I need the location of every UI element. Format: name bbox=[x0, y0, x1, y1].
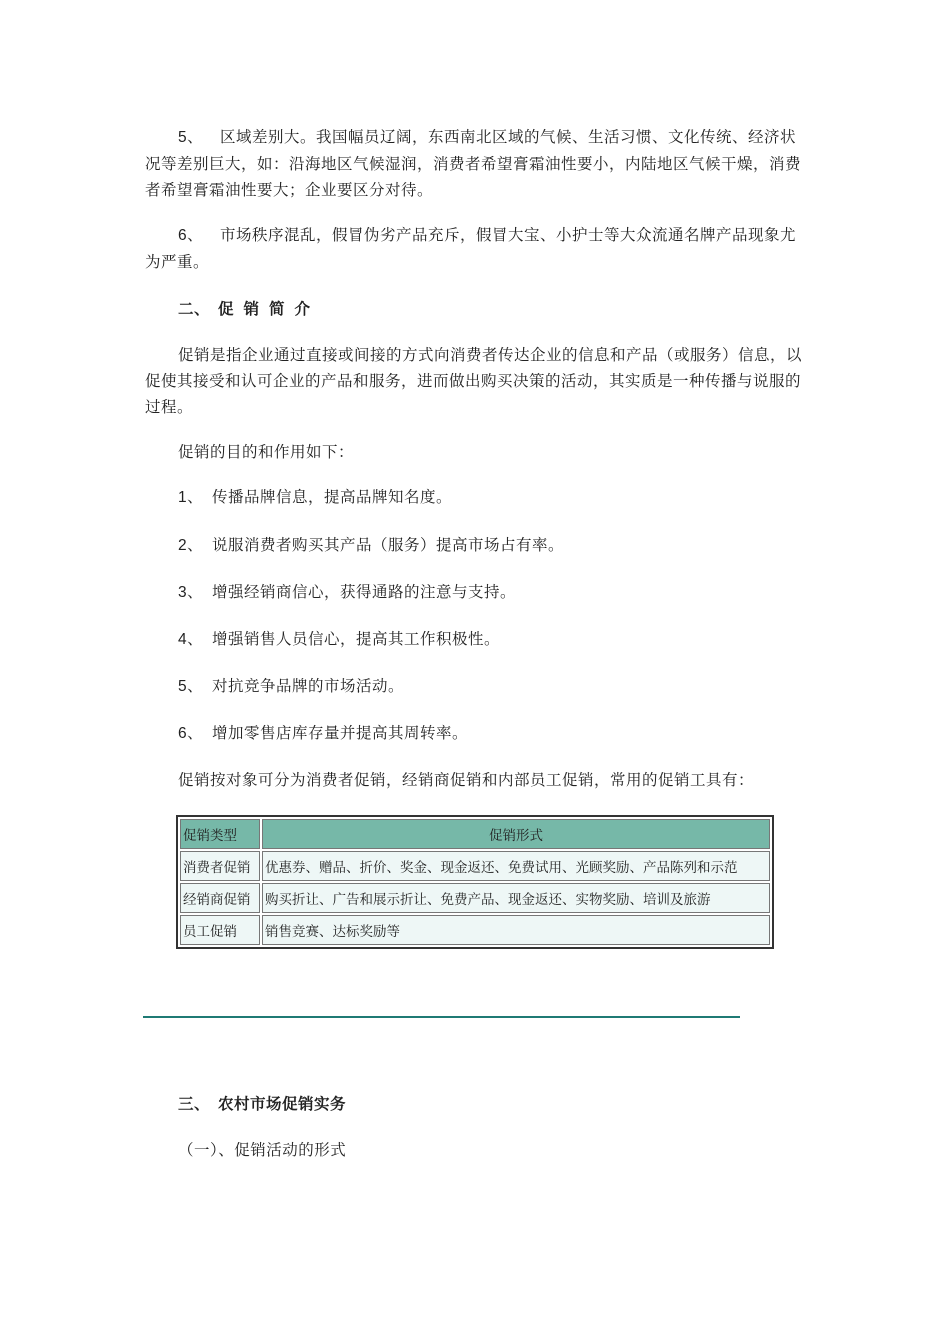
purpose-num: 2、 bbox=[178, 537, 204, 554]
table-cell-type: 经销商促销 bbox=[180, 883, 260, 913]
table-cell-type: 消费者促销 bbox=[180, 851, 260, 881]
purpose-num: 6、 bbox=[178, 725, 204, 742]
purpose-item bbox=[178, 485, 452, 510]
table-cell-form: 购买折让、广告和展示折让、免费产品、现金返还、实物奖励、培训及旅游 bbox=[262, 883, 770, 913]
tools-intro: 促销按对象可分为消费者促销，经销商促销和内部员工促销，常用的促销工具有： bbox=[178, 771, 755, 789]
table-row bbox=[180, 915, 770, 945]
section-2-title: 促销简介 bbox=[218, 300, 321, 318]
intro-item-5-num: 5、 bbox=[178, 129, 204, 146]
purpose-text: 增强经销商信心，获得通路的注意与支持。 bbox=[212, 583, 517, 601]
purpose-text: 增加零售店库存量并提高其周转率。 bbox=[212, 724, 469, 742]
table-header-type: 促销类型 bbox=[180, 819, 260, 849]
purpose-text: 对抗竞争品牌的市场活动。 bbox=[212, 677, 405, 695]
section-3-title: 农村市场促销实务 bbox=[218, 1095, 347, 1113]
purpose-num: 4、 bbox=[178, 631, 204, 648]
table-cell-type: 员工促销 bbox=[180, 915, 260, 945]
promotion-definition: 促销是指企业通过直接或间接的方式向消费者传达企业的信息和产品（或服务）信息，以促使其接受和认可企业的产品和服务，进而做出购买决策的活动，其实质是一种传播与说服的过程。 bbox=[145, 346, 803, 416]
section-3-heading bbox=[178, 1092, 346, 1114]
table-header-row bbox=[180, 819, 770, 849]
table-cell-form: 优惠券、赠品、折价、奖金、现金返还、免费试用、光顾奖励、产品陈列和示范 bbox=[262, 851, 770, 881]
section-3-number: 三、 bbox=[178, 1095, 211, 1113]
intro-item-6-num: 6、 bbox=[178, 227, 204, 244]
table-row bbox=[180, 883, 770, 913]
table-header-form: 促销形式 bbox=[262, 819, 770, 849]
promotion-tools-table bbox=[176, 815, 774, 949]
intro-item-6-text: 市场秩序混乱，假冒伪劣产品充斥，假冒大宝、小护士等大众流通名牌产品现象尤为严重。 bbox=[145, 226, 797, 271]
purpose-num: 3、 bbox=[178, 584, 204, 601]
purpose-text: 传播品牌信息，提高品牌知名度。 bbox=[212, 488, 453, 506]
intro-item-6 bbox=[145, 222, 805, 275]
section-2-heading bbox=[178, 297, 320, 319]
purpose-num: 5、 bbox=[178, 678, 204, 695]
purpose-item bbox=[178, 721, 468, 746]
purpose-num: 1、 bbox=[178, 489, 204, 506]
intro-item-5 bbox=[145, 124, 805, 203]
purpose-item bbox=[178, 674, 404, 699]
purpose-intro: 促销的目的和作用如下： bbox=[178, 443, 355, 461]
table-row bbox=[180, 851, 770, 881]
section-3-subtitle: （一）、促销活动的形式 bbox=[178, 1141, 347, 1159]
purpose-item bbox=[178, 580, 516, 605]
intro-item-5-text: 区域差别大。我国幅员辽阔，东西南北区域的气候、生活习惯、文化传统、经济状况等差别巨大，如：沿海地区气候湿润，消费者希望膏霜油性要小，内陆地区气候干燥，消费者希望膏霜油性要大；企业要区分对待。 bbox=[145, 128, 802, 199]
section-2-number: 二、 bbox=[178, 300, 211, 318]
purpose-item bbox=[178, 627, 500, 652]
table-cell-form: 销售竞赛、达标奖励等 bbox=[262, 915, 770, 945]
purpose-text: 增强销售人员信心，提高其工作积极性。 bbox=[212, 630, 501, 648]
purpose-item bbox=[178, 533, 564, 558]
section-divider bbox=[143, 1016, 740, 1018]
purpose-text: 说服消费者购买其产品（服务）提高市场占有率。 bbox=[212, 536, 565, 554]
